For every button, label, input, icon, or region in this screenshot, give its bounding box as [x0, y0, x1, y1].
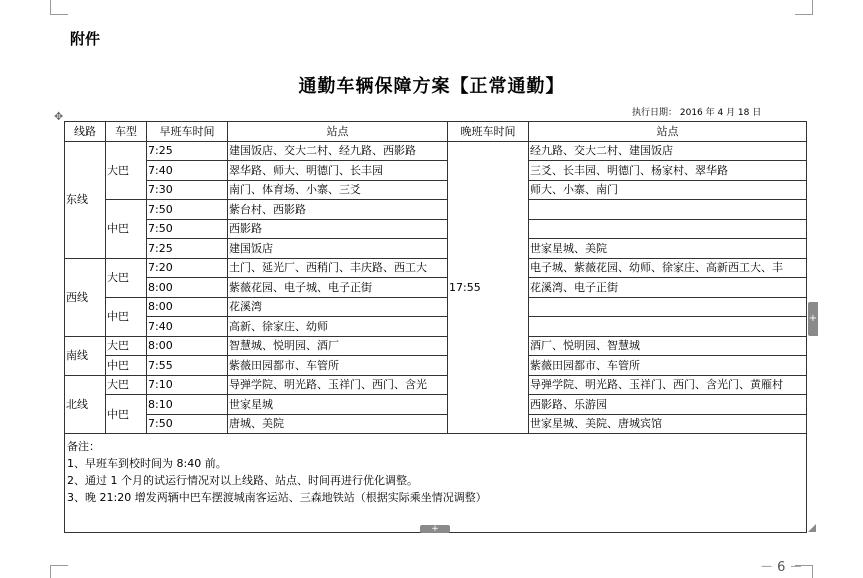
- attachment-label: 附件: [70, 30, 101, 48]
- morning-time-cell: 7:50: [147, 200, 228, 220]
- evening-stops-cell: [529, 297, 807, 317]
- vehicle-type-cell: 大巴: [106, 141, 147, 200]
- morning-stops-cell: 建国饭店、交大二村、经九路、西影路: [228, 141, 448, 161]
- table-row: [65, 414, 807, 434]
- table-header-row: [65, 122, 807, 142]
- header-morning-stops: 站点: [228, 122, 448, 142]
- evening-stops-cell: [529, 200, 807, 220]
- morning-time-cell: 7:55: [147, 356, 228, 376]
- header-evening-time: 晚班车时间: [448, 122, 529, 142]
- morning-stops-cell: 花溪湾: [228, 297, 448, 317]
- notes-heading: 备注：: [67, 440, 100, 453]
- line-name-cell: 西线: [65, 258, 106, 336]
- header-line: 线路: [65, 122, 106, 142]
- morning-stops-cell: 高新、徐家庄、幼师: [228, 317, 448, 337]
- table-row: [65, 161, 807, 181]
- commute-plan-table: [64, 121, 807, 533]
- evening-stops-cell: 三爻、长丰园、明德门、杨家村、翠华路: [529, 161, 807, 181]
- evening-stops-cell: 酒厂、悦明园、智慧城: [529, 336, 807, 356]
- crop-mark-top-right-v: [812, 0, 813, 14]
- morning-stops-cell: 南门、体育场、小寨、三爻: [228, 180, 448, 200]
- notes-row: [65, 434, 807, 533]
- table-row: [65, 141, 807, 161]
- header-morning-time: 早班车时间: [147, 122, 228, 142]
- morning-stops-cell: 导弹学院、明光路、玉祥门、西门、含光: [228, 375, 448, 395]
- morning-stops-cell: 翠华路、师大、明德门、长丰园: [228, 161, 448, 181]
- evening-stops-cell: 花溪湾、电子正街: [529, 278, 807, 298]
- morning-stops-cell: 唐城、美院: [228, 414, 448, 434]
- morning-time-cell: 7:50: [147, 414, 228, 434]
- morning-time-cell: 7:25: [147, 141, 228, 161]
- morning-time-cell: 7:10: [147, 375, 228, 395]
- crop-mark-bottom-left-v: [50, 565, 51, 578]
- table-add-row-button[interactable]: +: [420, 525, 450, 533]
- vehicle-type-cell: 大巴: [106, 375, 147, 395]
- vehicle-type-cell: 中巴: [106, 395, 147, 434]
- vehicle-type-cell: 大巴: [106, 258, 147, 297]
- header-evening-stops: 站点: [529, 122, 807, 142]
- morning-time-cell: 7:20: [147, 258, 228, 278]
- evening-time-cell: 17:55: [448, 141, 529, 434]
- morning-stops-cell: 世家星城: [228, 395, 448, 415]
- evening-stops-cell: 世家星城、美院、唐城宾馆: [529, 414, 807, 434]
- evening-stops-cell: 经九路、交大二村、建国饭店: [529, 141, 807, 161]
- evening-stops-cell: 紫薇田园都市、车管所: [529, 356, 807, 376]
- page-number: － 6 －: [760, 560, 803, 575]
- line-name-cell: 北线: [65, 375, 106, 434]
- note-item: 3、晚 21:20 增发两辆中巴车摆渡城南客运站、三森地铁站（根据实际乘坐情况调整）: [67, 491, 487, 504]
- table-row: [65, 375, 807, 395]
- line-name-cell: 南线: [65, 336, 106, 375]
- evening-stops-cell: 世家星城、美院: [529, 239, 807, 259]
- table-row: [65, 395, 807, 415]
- morning-stops-cell: 紫台村、西影路: [228, 200, 448, 220]
- notes-cell: [65, 434, 807, 533]
- table-row: [65, 297, 807, 317]
- evening-stops-cell: [529, 317, 807, 337]
- morning-time-cell: 7:25: [147, 239, 228, 259]
- crop-mark-bottom-right-v: [812, 565, 813, 578]
- crop-mark-top-left-h: [50, 14, 68, 15]
- vehicle-type-cell: 中巴: [106, 356, 147, 376]
- execution-date: 执行日期： 2016 年 4 月 18 日: [632, 108, 762, 118]
- morning-stops-cell: 土门、延光厂、西稍门、丰庆路、西工大: [228, 258, 448, 278]
- vehicle-type-cell: 大巴: [106, 336, 147, 356]
- evening-stops-cell: 电子城、紫薇花园、幼师、徐家庄、高新西工大、丰: [529, 258, 807, 278]
- evening-stops-cell: 导弹学院、明光路、玉祥门、西门、含光门、黄雁村: [529, 375, 807, 395]
- table-add-column-button[interactable]: +: [808, 302, 818, 336]
- table-row: [65, 356, 807, 376]
- vehicle-type-cell: 中巴: [106, 297, 147, 336]
- table-row: [65, 258, 807, 278]
- table-resize-handle-icon[interactable]: [808, 524, 816, 532]
- morning-time-cell: 7:40: [147, 161, 228, 181]
- table-row: [65, 317, 807, 337]
- table-row: [65, 219, 807, 239]
- morning-stops-cell: 西影路: [228, 219, 448, 239]
- page-title: 通勤车辆保障方案【正常通勤】: [298, 76, 565, 97]
- table-row: [65, 278, 807, 298]
- line-name-cell: 东线: [65, 141, 106, 258]
- morning-stops-cell: 智慧城、悦明园、酒厂: [228, 336, 448, 356]
- morning-time-cell: 7:30: [147, 180, 228, 200]
- morning-time-cell: 7:40: [147, 317, 228, 337]
- morning-time-cell: 7:50: [147, 219, 228, 239]
- morning-time-cell: 8:00: [147, 278, 228, 298]
- table-row: [65, 180, 807, 200]
- crop-mark-top-left-v: [50, 0, 51, 14]
- table-row: [65, 200, 807, 220]
- evening-stops-cell: [529, 219, 807, 239]
- morning-stops-cell: 紫薇田园都市、车管所: [228, 356, 448, 376]
- morning-time-cell: 8:00: [147, 336, 228, 356]
- morning-time-cell: 8:00: [147, 297, 228, 317]
- morning-stops-cell: 建国饭店: [228, 239, 448, 259]
- note-item: 1、早班车到校时间为 8:40 前。: [67, 457, 227, 470]
- morning-time-cell: 8:10: [147, 395, 228, 415]
- evening-stops-cell: 西影路、乐游园: [529, 395, 807, 415]
- table-row: [65, 239, 807, 259]
- crop-mark-bottom-left-h: [50, 565, 68, 566]
- table-move-handle-icon[interactable]: ✥: [54, 110, 64, 123]
- morning-stops-cell: 紫薇花园、电子城、电子正街: [228, 278, 448, 298]
- note-item: 2、通过 1 个月的试运行情况对以上线路、站点、时间再进行优化调整。: [67, 474, 418, 487]
- table-row: [65, 336, 807, 356]
- vehicle-type-cell: 中巴: [106, 200, 147, 259]
- evening-stops-cell: 师大、小寨、南门: [529, 180, 807, 200]
- header-vehicle: 车型: [106, 122, 147, 142]
- crop-mark-top-right-h: [795, 14, 813, 15]
